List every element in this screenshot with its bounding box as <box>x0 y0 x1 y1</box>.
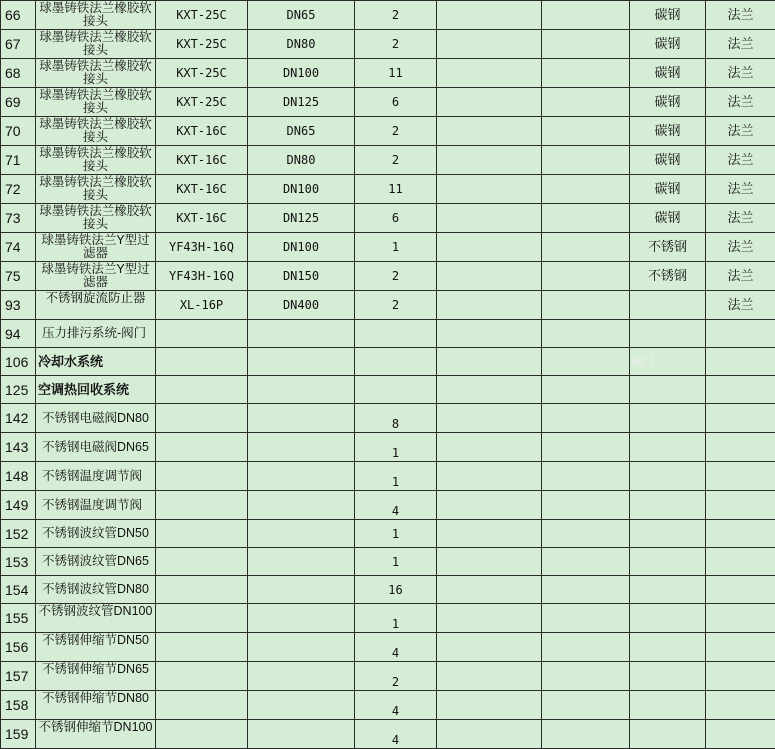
row-number-cell[interactable]: 154 <box>1 576 36 604</box>
quantity-cell[interactable]: 2 <box>355 262 437 291</box>
row-number-cell[interactable]: 156 <box>1 633 36 662</box>
model-cell[interactable]: KXT-25C <box>156 59 248 88</box>
spec-cell[interactable] <box>248 604 355 633</box>
empty-cell[interactable] <box>437 433 542 462</box>
item-name-cell[interactable]: 球墨铸铁法兰橡胶软接头 <box>36 175 156 204</box>
connection-cell[interactable]: 法兰 <box>706 117 775 146</box>
empty-cell[interactable] <box>437 320 542 348</box>
model-cell[interactable] <box>156 633 248 662</box>
spec-cell[interactable]: DN400 <box>248 291 355 320</box>
spec-cell[interactable] <box>248 520 355 548</box>
quantity-cell[interactable]: 1 <box>355 233 437 262</box>
quantity-cell[interactable]: 6 <box>355 204 437 233</box>
quantity-cell[interactable]: 4 <box>355 491 437 520</box>
item-name-cell[interactable]: 不锈钢旋流防止器 <box>36 291 156 320</box>
spec-cell[interactable] <box>248 462 355 491</box>
material-cell[interactable]: 碳钢 <box>630 88 706 117</box>
item-name-cell[interactable]: 球墨铸铁法兰橡胶软接头 <box>36 204 156 233</box>
quantity-cell[interactable]: 2 <box>355 146 437 175</box>
connection-cell[interactable] <box>706 404 775 433</box>
model-cell[interactable]: KXT-25C <box>156 1 248 30</box>
empty-cell[interactable] <box>437 1 542 30</box>
table-row <box>1 175 775 204</box>
row-number-cell[interactable]: 75 <box>1 262 36 291</box>
row-number-cell[interactable]: 149 <box>1 491 36 520</box>
connection-cell[interactable]: 法兰 <box>706 175 775 204</box>
item-name-cell[interactable]: 球墨铸铁法兰Y型过滤器 <box>36 262 156 291</box>
material-cell[interactable] <box>630 462 706 491</box>
row-number-cell[interactable]: 142 <box>1 404 36 433</box>
model-cell[interactable] <box>156 404 248 433</box>
empty-cell[interactable] <box>437 204 542 233</box>
table-row <box>1 548 775 576</box>
table-row <box>1 376 775 404</box>
row-number-cell[interactable]: 67 <box>1 30 36 59</box>
empty-cell[interactable] <box>542 204 630 233</box>
empty-cell[interactable] <box>542 691 630 720</box>
spec-cell[interactable] <box>248 662 355 691</box>
item-name-cell[interactable]: 不锈钢伸缩节DN65 <box>36 662 156 691</box>
row-number-cell[interactable]: 125 <box>1 376 36 404</box>
item-name-cell[interactable]: 不锈钢波纹管DN80 <box>36 576 156 604</box>
model-cell[interactable]: XL-16P <box>156 291 248 320</box>
material-cell[interactable] <box>630 604 706 633</box>
spec-cell[interactable] <box>248 691 355 720</box>
model-cell[interactable] <box>156 376 248 404</box>
item-name-cell[interactable]: 球墨铸铁法兰橡胶软接头 <box>36 1 156 30</box>
quantity-cell[interactable]: 11 <box>355 59 437 88</box>
item-name-cell[interactable]: 不锈钢伸缩节DN100 <box>36 720 156 749</box>
item-name-cell[interactable]: 球墨铸铁法兰橡胶软接头 <box>36 59 156 88</box>
connection-cell[interactable] <box>706 662 775 691</box>
model-cell[interactable] <box>156 691 248 720</box>
quantity-cell[interactable]: 2 <box>355 117 437 146</box>
empty-cell[interactable] <box>542 1 630 30</box>
item-name-cell[interactable]: 球墨铸铁法兰Y型过滤器 <box>36 233 156 262</box>
empty-cell[interactable] <box>542 433 630 462</box>
material-cell[interactable]: 碳钢 <box>630 204 706 233</box>
model-cell[interactable] <box>156 433 248 462</box>
material-cell[interactable] <box>630 376 706 404</box>
material-cell[interactable]: 碳钢 <box>630 175 706 204</box>
table-row <box>1 604 775 633</box>
empty-cell[interactable] <box>542 548 630 576</box>
item-name-cell[interactable]: 不锈钢波纹管DN50 <box>36 520 156 548</box>
quantity-cell[interactable]: 1 <box>355 433 437 462</box>
item-name-cell[interactable]: 球墨铸铁法兰橡胶软接头 <box>36 30 156 59</box>
table-row <box>1 146 775 175</box>
connection-cell[interactable]: 法兰 <box>706 233 775 262</box>
empty-cell[interactable] <box>542 576 630 604</box>
connection-cell[interactable] <box>706 633 775 662</box>
empty-cell[interactable] <box>437 720 542 749</box>
empty-cell[interactable] <box>437 291 542 320</box>
material-cell[interactable] <box>630 404 706 433</box>
row-number-cell[interactable]: 72 <box>1 175 36 204</box>
connection-cell[interactable] <box>706 433 775 462</box>
quantity-cell[interactable]: 2 <box>355 1 437 30</box>
quantity-cell[interactable]: 11 <box>355 175 437 204</box>
empty-cell[interactable] <box>542 30 630 59</box>
connection-cell[interactable]: 法兰 <box>706 291 775 320</box>
empty-cell[interactable] <box>542 404 630 433</box>
item-name-cell[interactable]: 不锈钢温度调节阀 <box>36 462 156 491</box>
row-number-cell[interactable]: 152 <box>1 520 36 548</box>
connection-cell[interactable] <box>706 348 775 376</box>
table-row <box>1 491 775 520</box>
material-cell[interactable] <box>630 491 706 520</box>
row-number-cell[interactable]: 68 <box>1 59 36 88</box>
connection-cell[interactable] <box>706 548 775 576</box>
spec-cell[interactable]: DN65 <box>248 1 355 30</box>
quantity-cell[interactable] <box>355 376 437 404</box>
empty-cell[interactable] <box>542 320 630 348</box>
item-name-cell[interactable]: 球墨铸铁法兰橡胶软接头 <box>36 146 156 175</box>
table-row <box>1 633 775 662</box>
material-cell[interactable] <box>630 291 706 320</box>
connection-cell[interactable] <box>706 691 775 720</box>
table-row <box>1 291 775 320</box>
quantity-cell[interactable]: 1 <box>355 520 437 548</box>
table-row <box>1 662 775 691</box>
connection-cell[interactable] <box>706 320 775 348</box>
model-cell[interactable] <box>156 548 248 576</box>
empty-cell[interactable] <box>437 576 542 604</box>
connection-cell[interactable] <box>706 720 775 749</box>
empty-cell[interactable] <box>542 233 630 262</box>
row-number-cell[interactable]: 157 <box>1 662 36 691</box>
item-name-cell[interactable]: 空调热回收系统 <box>36 376 156 404</box>
model-cell[interactable] <box>156 462 248 491</box>
table-row <box>1 233 775 262</box>
item-name-cell[interactable]: 冷却水系统 <box>36 348 156 376</box>
model-cell[interactable] <box>156 604 248 633</box>
material-cell[interactable]: 碳钢 <box>630 146 706 175</box>
table-row <box>1 720 775 749</box>
table-row <box>1 348 775 376</box>
material-cell[interactable]: 不锈钢 <box>630 262 706 291</box>
empty-cell[interactable] <box>542 520 630 548</box>
quantity-cell[interactable] <box>355 348 437 376</box>
quantity-cell[interactable]: 2 <box>355 30 437 59</box>
model-cell[interactable]: YF43H-16Q <box>156 262 248 291</box>
spec-cell[interactable]: DN125 <box>248 204 355 233</box>
row-number-cell[interactable]: 70 <box>1 117 36 146</box>
empty-cell[interactable] <box>437 520 542 548</box>
model-cell[interactable] <box>156 576 248 604</box>
empty-cell[interactable] <box>542 462 630 491</box>
empty-cell[interactable] <box>437 88 542 117</box>
material-cell[interactable]: 碳钢 <box>630 30 706 59</box>
spec-cell[interactable]: DN100 <box>248 233 355 262</box>
spec-cell[interactable]: DN100 <box>248 59 355 88</box>
spec-cell[interactable]: DN80 <box>248 146 355 175</box>
empty-cell[interactable] <box>437 462 542 491</box>
table-row <box>1 462 775 491</box>
spec-cell[interactable] <box>248 404 355 433</box>
connection-cell[interactable]: 法兰 <box>706 30 775 59</box>
spec-cell[interactable] <box>248 320 355 348</box>
empty-cell[interactable] <box>437 691 542 720</box>
row-number-cell[interactable]: 73 <box>1 204 36 233</box>
quantity-cell[interactable]: 8 <box>355 404 437 433</box>
empty-cell[interactable] <box>542 146 630 175</box>
empty-cell[interactable] <box>437 491 542 520</box>
empty-cell[interactable] <box>437 633 542 662</box>
row-number-cell[interactable]: 148 <box>1 462 36 491</box>
item-name-cell[interactable]: 不锈钢电磁阀DN80 <box>36 404 156 433</box>
item-name-cell[interactable]: 球墨铸铁法兰橡胶软接头 <box>36 88 156 117</box>
connection-cell[interactable] <box>706 462 775 491</box>
empty-cell[interactable] <box>542 348 630 376</box>
empty-cell[interactable] <box>542 59 630 88</box>
quantity-cell[interactable]: 2 <box>355 662 437 691</box>
row-number-cell[interactable]: 93 <box>1 291 36 320</box>
connection-cell[interactable] <box>706 491 775 520</box>
table-row <box>1 520 775 548</box>
empty-cell[interactable] <box>542 117 630 146</box>
row-number-cell[interactable]: 155 <box>1 604 36 633</box>
empty-cell[interactable] <box>542 175 630 204</box>
item-name-cell[interactable]: 不锈钢温度调节阀 <box>36 491 156 520</box>
empty-cell[interactable] <box>542 291 630 320</box>
table-row <box>1 262 775 291</box>
table-row <box>1 204 775 233</box>
connection-cell[interactable] <box>706 520 775 548</box>
model-cell[interactable] <box>156 491 248 520</box>
row-number-cell[interactable]: 143 <box>1 433 36 462</box>
row-number-cell[interactable]: 153 <box>1 548 36 576</box>
empty-cell[interactable] <box>437 604 542 633</box>
row-number-cell[interactable]: 106 <box>1 348 36 376</box>
model-cell[interactable] <box>156 320 248 348</box>
spec-cell[interactable] <box>248 433 355 462</box>
model-cell[interactable]: YF43H-16Q <box>156 233 248 262</box>
empty-cell[interactable] <box>542 262 630 291</box>
model-cell[interactable]: KXT-16C <box>156 175 248 204</box>
quantity-cell[interactable] <box>355 320 437 348</box>
model-cell[interactable]: KXT-16C <box>156 117 248 146</box>
table-row <box>1 117 775 146</box>
table-row <box>1 1 775 30</box>
model-cell[interactable]: KXT-16C <box>156 204 248 233</box>
connection-cell[interactable]: 法兰 <box>706 88 775 117</box>
empty-cell[interactable] <box>437 175 542 204</box>
empty-cell[interactable] <box>437 262 542 291</box>
empty-cell[interactable] <box>437 146 542 175</box>
item-name-cell[interactable]: 压力排污系统-阀门 <box>36 320 156 348</box>
empty-cell[interactable] <box>542 720 630 749</box>
connection-cell[interactable]: 法兰 <box>706 262 775 291</box>
empty-cell[interactable] <box>437 30 542 59</box>
material-cell[interactable] <box>630 662 706 691</box>
empty-cell[interactable] <box>542 376 630 404</box>
spec-cell[interactable]: DN80 <box>248 30 355 59</box>
model-cell[interactable] <box>156 520 248 548</box>
empty-cell[interactable] <box>542 633 630 662</box>
empty-cell[interactable] <box>437 233 542 262</box>
quantity-cell[interactable]: 4 <box>355 691 437 720</box>
item-name-cell[interactable]: 不锈钢伸缩节DN50 <box>36 633 156 662</box>
row-number-cell[interactable]: 66 <box>1 1 36 30</box>
model-cell[interactable]: KXT-25C <box>156 30 248 59</box>
material-cell[interactable]: 不锈钢 <box>630 233 706 262</box>
spec-cell[interactable] <box>248 576 355 604</box>
item-name-cell[interactable]: 不锈钢电磁阀DN65 <box>36 433 156 462</box>
table-row <box>1 576 775 604</box>
connection-cell[interactable]: 法兰 <box>706 204 775 233</box>
spec-cell[interactable] <box>248 491 355 520</box>
empty-cell[interactable] <box>437 548 542 576</box>
item-name-cell[interactable]: 球墨铸铁法兰橡胶软接头 <box>36 117 156 146</box>
row-number-cell[interactable]: 69 <box>1 88 36 117</box>
row-number-cell[interactable]: 158 <box>1 691 36 720</box>
model-cell[interactable] <box>156 662 248 691</box>
empty-cell[interactable] <box>437 117 542 146</box>
connection-cell[interactable] <box>706 604 775 633</box>
empty-cell[interactable] <box>437 376 542 404</box>
material-cell[interactable] <box>630 320 706 348</box>
material-cell[interactable] <box>630 548 706 576</box>
quantity-cell[interactable]: 4 <box>355 633 437 662</box>
spec-cell[interactable]: DN65 <box>248 117 355 146</box>
connection-cell[interactable] <box>706 576 775 604</box>
table-row <box>1 320 775 348</box>
row-number-cell[interactable]: 94 <box>1 320 36 348</box>
row-number-cell[interactable]: 74 <box>1 233 36 262</box>
table-row <box>1 59 775 88</box>
quantity-cell[interactable]: 2 <box>355 291 437 320</box>
row-number-cell[interactable]: 159 <box>1 720 36 749</box>
spec-cell[interactable]: DN100 <box>248 175 355 204</box>
connection-cell[interactable]: 法兰 <box>706 1 775 30</box>
spec-cell[interactable] <box>248 548 355 576</box>
spec-cell[interactable] <box>248 348 355 376</box>
model-cell[interactable] <box>156 348 248 376</box>
material-cell[interactable]: 碳钢 <box>630 117 706 146</box>
quantity-cell[interactable]: 1 <box>355 462 437 491</box>
empty-cell[interactable] <box>542 662 630 691</box>
connection-cell[interactable]: 法兰 <box>706 146 775 175</box>
connection-cell[interactable] <box>706 376 775 404</box>
material-cell[interactable] <box>630 520 706 548</box>
spec-cell[interactable]: DN125 <box>248 88 355 117</box>
table-row <box>1 691 775 720</box>
table-row <box>1 30 775 59</box>
material-cell[interactable] <box>630 433 706 462</box>
material-cell[interactable]: 碳钢 <box>630 59 706 88</box>
material-cell[interactable] <box>630 691 706 720</box>
empty-cell[interactable] <box>437 404 542 433</box>
material-cell[interactable]: 碳钢 <box>630 1 706 30</box>
spec-cell[interactable]: DN150 <box>248 262 355 291</box>
model-cell[interactable] <box>156 720 248 749</box>
row-number-cell[interactable]: 71 <box>1 146 36 175</box>
model-cell[interactable]: KXT-16C <box>156 146 248 175</box>
empty-cell[interactable] <box>542 604 630 633</box>
item-name-cell[interactable]: 不锈钢波纹管DN100 <box>36 604 156 633</box>
empty-cell[interactable] <box>542 88 630 117</box>
quantity-cell[interactable]: 1 <box>355 548 437 576</box>
connection-cell[interactable]: 法兰 <box>706 59 775 88</box>
quantity-cell[interactable]: 1 <box>355 604 437 633</box>
empty-cell[interactable] <box>542 491 630 520</box>
empty-cell[interactable] <box>437 348 542 376</box>
material-cell[interactable] <box>630 576 706 604</box>
empty-cell[interactable] <box>437 662 542 691</box>
quantity-cell[interactable]: 6 <box>355 88 437 117</box>
table-row <box>1 433 775 462</box>
empty-cell[interactable] <box>437 59 542 88</box>
table-row <box>1 404 775 433</box>
model-cell[interactable]: KXT-25C <box>156 88 248 117</box>
spec-cell[interactable] <box>248 720 355 749</box>
item-name-cell[interactable]: 不锈钢波纹管DN65 <box>36 548 156 576</box>
spec-cell[interactable] <box>248 633 355 662</box>
item-name-cell[interactable]: 不锈钢伸缩节DN80 <box>36 691 156 720</box>
material-cell[interactable] <box>630 720 706 749</box>
material-cell[interactable] <box>630 633 706 662</box>
section-note-cell[interactable]: 阀门 <box>630 348 706 376</box>
quantity-cell[interactable]: 4 <box>355 720 437 749</box>
quantity-cell[interactable]: 16 <box>355 576 437 604</box>
spec-cell[interactable] <box>248 376 355 404</box>
table-row <box>1 88 775 117</box>
